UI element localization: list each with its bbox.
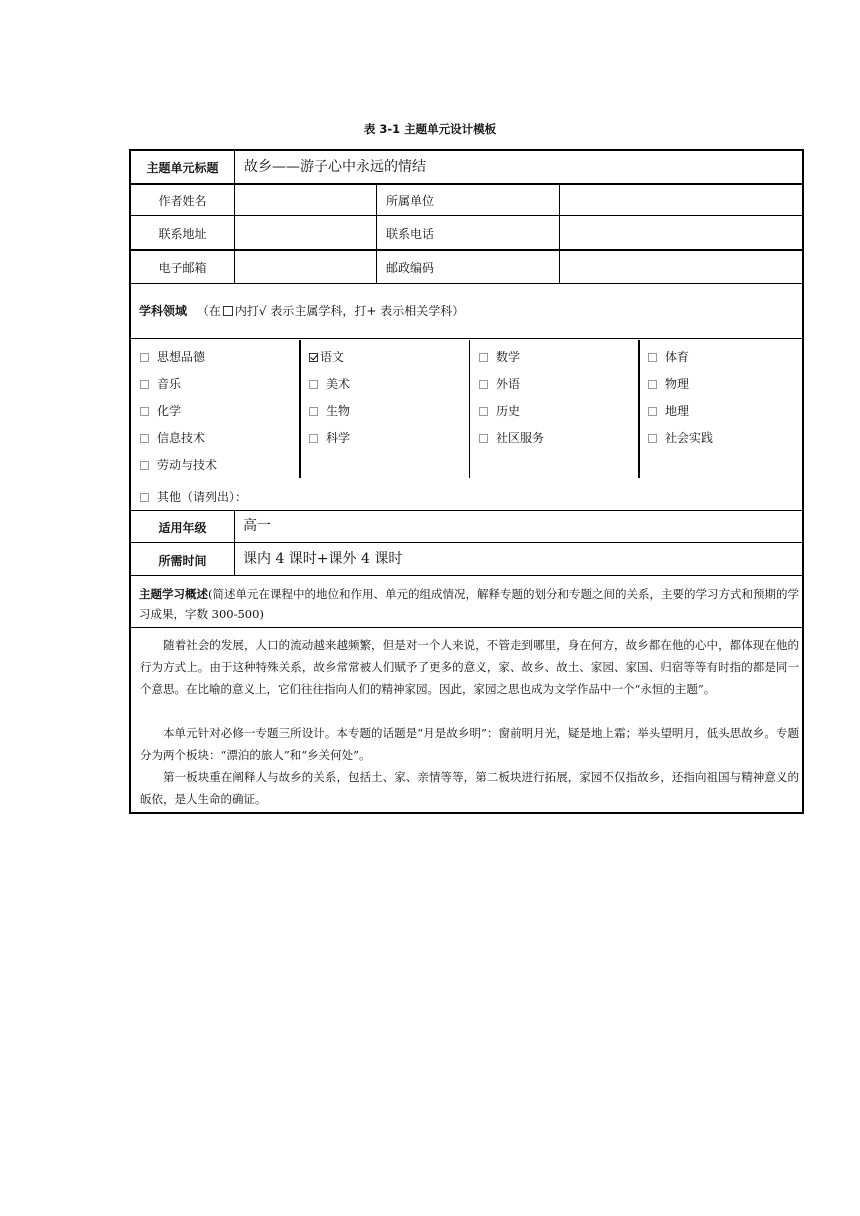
checkbox-checked-icon[interactable] [309,353,318,362]
subject-item[interactable] [309,431,350,445]
overview-paragraph: 随着社会的发展，人口的流动越来越频繁，但是对一个人来说，不管走到哪里，身在何方，故乡都在他的心中，都体现在他的行为方式上。由于这种特殊关系，故乡常常被人们赋予了更多的意义，家、故乡、故土、家园、家国、归宿等等有时指的都是同一个意思。在比喻的意义上，它们往往指向人们的精神家园。因此，家园之思也成为文学作品中一个“永恒的主题”。 [140,638,799,696]
row-divider [131,249,802,251]
subject-item-label: 思想品德 [157,350,206,364]
overview-paragraph: 本单元针对必修一专题三所设计。本专题的话题是“月是故乡明”：窗前明月光，疑是地上霜；举头望明月，低头思故乡。专题分为两个板块：“漂泊的旅人”和“乡关何处”。 [140,726,799,762]
subject-col-divider [638,340,640,478]
subject-item[interactable] [648,431,713,445]
subject-item-label: 外语 [496,377,521,391]
subject-area-label: 学科领域 [139,304,188,318]
checkbox-icon[interactable] [140,353,149,362]
subject-item[interactable] [648,404,689,418]
checkbox-icon[interactable] [479,434,488,443]
subject-area-hint-end: 内打√ 表示主属学科，打+ 表示相关学科） [234,304,465,318]
col-divider [376,183,377,283]
subject-col-divider [469,340,470,478]
email-label: 电子邮箱 [158,261,207,275]
subject-item-label: 物理 [665,377,690,391]
checkbox-icon[interactable] [140,434,149,443]
phone-label: 联系电话 [386,227,435,241]
subject-item[interactable] [648,350,689,364]
subject-other-label: 其他（请列出）： [157,490,248,504]
checkbox-icon[interactable] [479,407,488,416]
checkbox-icon[interactable] [648,353,657,362]
subject-item-label: 语文 [320,350,345,364]
subject-item-label: 生物 [326,404,351,418]
unit-title-label: 主题单元标题 [146,161,219,175]
subject-area-hint-start: （在 [196,304,221,318]
subject-item[interactable] [140,350,205,364]
subject-item-label: 历史 [496,404,521,418]
subject-item[interactable] [309,404,350,418]
col-divider [559,183,560,283]
overview-paragraph: 第一板块重在阐释人与故乡的关系，包括土、家、亲情等等，第二板块进行拓展，家园不仅指故乡，还指向祖国与精神意义的皈依，是人生命的确证。 [140,770,799,806]
checkbox-icon[interactable] [309,407,318,416]
checkbox-icon[interactable] [648,407,657,416]
checkbox-icon[interactable] [140,461,149,470]
subject-item[interactable] [479,350,520,364]
checkbox-icon[interactable] [648,434,657,443]
address-label: 联系地址 [158,227,207,241]
subject-item-other[interactable] [140,490,247,504]
overview-hint: (简述单元在课程中的地位和作用、单元的组成情况，解释专题的划分和专题之间的关系，主要的学习方式和预期的学习成果，字数 300-500) [139,587,799,621]
subject-item-label: 地理 [665,404,690,418]
subject-item-label: 化学 [157,404,182,418]
col-divider [234,510,235,575]
grade-label: 适用年级 [158,521,207,535]
unit-title-value: 故乡——游子心中永远的情结 [244,159,426,175]
subject-item[interactable] [648,377,689,391]
checkbox-icon[interactable] [479,353,488,362]
subject-item-label: 美术 [326,377,351,391]
subject-item[interactable] [140,431,205,445]
checkbox-icon[interactable] [140,407,149,416]
overview-heading [139,584,799,624]
grade-value: 高一 [243,518,271,534]
col-divider [234,151,235,183]
checkbox-icon[interactable] [140,380,149,389]
row-divider [131,183,802,185]
author-label: 作者姓名 [158,194,207,208]
row-divider [131,510,802,511]
row-divider [131,215,802,216]
overview-label: 主题学习概述 [139,587,208,601]
subject-item-label: 数学 [496,350,521,364]
checkbox-icon[interactable] [309,380,318,389]
subject-item[interactable] [140,377,181,391]
col-divider [234,183,235,283]
subject-item[interactable] [479,377,520,391]
row-divider [131,283,802,284]
subject-item[interactable] [309,350,344,364]
row-divider [131,542,802,543]
duration-value: 课内 4 课时+课外 4 课时 [243,551,403,567]
subject-item-label: 体育 [665,350,690,364]
subject-item-label: 信息技术 [157,431,206,445]
subject-item[interactable] [140,404,181,418]
subject-item[interactable] [479,404,520,418]
row-divider [131,575,802,576]
table-caption: 表 3-1 主题单元设计模板 [363,122,497,136]
subject-item-label: 社会实践 [665,431,714,445]
row-divider [131,627,802,628]
checkbox-icon[interactable] [140,493,149,502]
checkbox-icon[interactable] [648,380,657,389]
affiliation-label: 所属单位 [386,194,435,208]
subject-col-divider [299,340,301,478]
subject-item[interactable] [479,431,544,445]
subject-area-heading [139,304,464,318]
checkbox-icon[interactable] [479,380,488,389]
duration-label: 所需时间 [158,554,207,568]
postcode-label: 邮政编码 [386,261,435,275]
subject-item[interactable] [140,458,217,472]
subject-item-label: 科学 [326,431,351,445]
subject-item-label: 社区服务 [496,431,545,445]
subject-item[interactable] [309,377,350,391]
checkbox-icon[interactable] [309,434,318,443]
checkbox-sample-icon [223,306,233,316]
row-divider [131,338,802,339]
unit-design-table [129,149,804,814]
subject-item-label: 劳动与技术 [157,458,218,472]
subject-item-label: 音乐 [157,377,182,391]
